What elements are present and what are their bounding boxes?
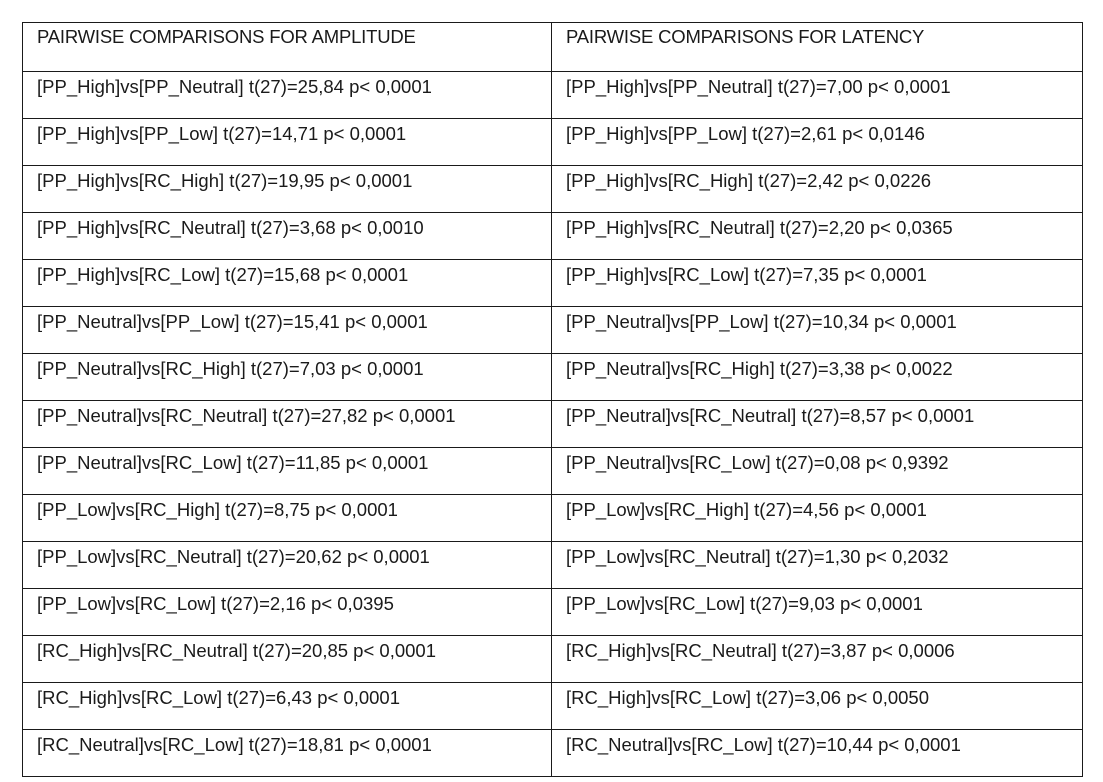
amplitude-cell: [PP_Low]vs[RC_Neutral] t(27)=20,62 p< 0,0001	[23, 542, 552, 589]
latency-cell: [PP_Neutral]vs[PP_Low] t(27)=10,34 p< 0,0001	[552, 307, 1083, 354]
latency-cell: [PP_Low]vs[RC_High] t(27)=4,56 p< 0,0001	[552, 495, 1083, 542]
table-row	[23, 448, 1083, 495]
amplitude-cell: [PP_High]vs[RC_Neutral] t(27)=3,68 p< 0,0010	[23, 213, 552, 260]
table-row	[23, 354, 1083, 401]
amplitude-cell: [PP_Low]vs[RC_Low] t(27)=2,16 p< 0,0395	[23, 589, 552, 636]
amplitude-cell: [PP_Low]vs[RC_High] t(27)=8,75 p< 0,0001	[23, 495, 552, 542]
latency-cell: [PP_Neutral]vs[RC_High] t(27)=3,38 p< 0,0022	[552, 354, 1083, 401]
header-amplitude: PAIRWISE COMPARISONS FOR AMPLITUDE	[23, 23, 552, 72]
latency-cell: [PP_Neutral]vs[RC_Low] t(27)=0,08 p< 0,9392	[552, 448, 1083, 495]
latency-cell: [PP_Low]vs[RC_Neutral] t(27)=1,30 p< 0,2032	[552, 542, 1083, 589]
pairwise-comparisons-table	[22, 22, 1083, 777]
latency-cell: [PP_High]vs[RC_Neutral] t(27)=2,20 p< 0,0365	[552, 213, 1083, 260]
amplitude-cell: [PP_Neutral]vs[RC_Low] t(27)=11,85 p< 0,0001	[23, 448, 552, 495]
amplitude-cell: [PP_High]vs[RC_Low] t(27)=15,68 p< 0,0001	[23, 260, 552, 307]
table-row	[23, 307, 1083, 354]
table-row	[23, 72, 1083, 119]
table-row	[23, 683, 1083, 730]
amplitude-cell: [PP_Neutral]vs[PP_Low] t(27)=15,41 p< 0,0001	[23, 307, 552, 354]
amplitude-cell: [PP_High]vs[PP_Low] t(27)=14,71 p< 0,0001	[23, 119, 552, 166]
latency-cell: [PP_Neutral]vs[RC_Neutral] t(27)=8,57 p< 0,0001	[552, 401, 1083, 448]
table-row	[23, 542, 1083, 589]
amplitude-cell: [RC_High]vs[RC_Low] t(27)=6,43 p< 0,0001	[23, 683, 552, 730]
table-row	[23, 119, 1083, 166]
amplitude-cell: [RC_Neutral]vs[RC_Low] t(27)=18,81 p< 0,0001	[23, 730, 552, 777]
header-latency: PAIRWISE COMPARISONS FOR LATENCY	[552, 23, 1083, 72]
amplitude-cell: [PP_Neutral]vs[RC_Neutral] t(27)=27,82 p< 0,0001	[23, 401, 552, 448]
latency-cell: [RC_High]vs[RC_Neutral] t(27)=3,87 p< 0,0006	[552, 636, 1083, 683]
table-row	[23, 213, 1083, 260]
table-row	[23, 730, 1083, 777]
amplitude-cell: [PP_High]vs[PP_Neutral] t(27)=25,84 p< 0,0001	[23, 72, 552, 119]
table-row	[23, 166, 1083, 213]
latency-cell: [PP_High]vs[PP_Neutral] t(27)=7,00 p< 0,0001	[552, 72, 1083, 119]
pairwise-comparisons-table-container	[22, 22, 1082, 777]
table-row	[23, 401, 1083, 448]
table-row	[23, 636, 1083, 683]
table-row	[23, 495, 1083, 542]
amplitude-cell: [PP_High]vs[RC_High] t(27)=19,95 p< 0,0001	[23, 166, 552, 213]
latency-cell: [PP_High]vs[RC_Low] t(27)=7,35 p< 0,0001	[552, 260, 1083, 307]
latency-cell: [PP_High]vs[PP_Low] t(27)=2,61 p< 0,0146	[552, 119, 1083, 166]
table-row	[23, 260, 1083, 307]
amplitude-cell: [RC_High]vs[RC_Neutral] t(27)=20,85 p< 0,0001	[23, 636, 552, 683]
table-header-row	[23, 23, 1083, 72]
latency-cell: [PP_High]vs[RC_High] t(27)=2,42 p< 0,0226	[552, 166, 1083, 213]
amplitude-cell: [PP_Neutral]vs[RC_High] t(27)=7,03 p< 0,0001	[23, 354, 552, 401]
latency-cell: [PP_Low]vs[RC_Low] t(27)=9,03 p< 0,0001	[552, 589, 1083, 636]
latency-cell: [RC_Neutral]vs[RC_Low] t(27)=10,44 p< 0,0001	[552, 730, 1083, 777]
table-row	[23, 589, 1083, 636]
latency-cell: [RC_High]vs[RC_Low] t(27)=3,06 p< 0,0050	[552, 683, 1083, 730]
